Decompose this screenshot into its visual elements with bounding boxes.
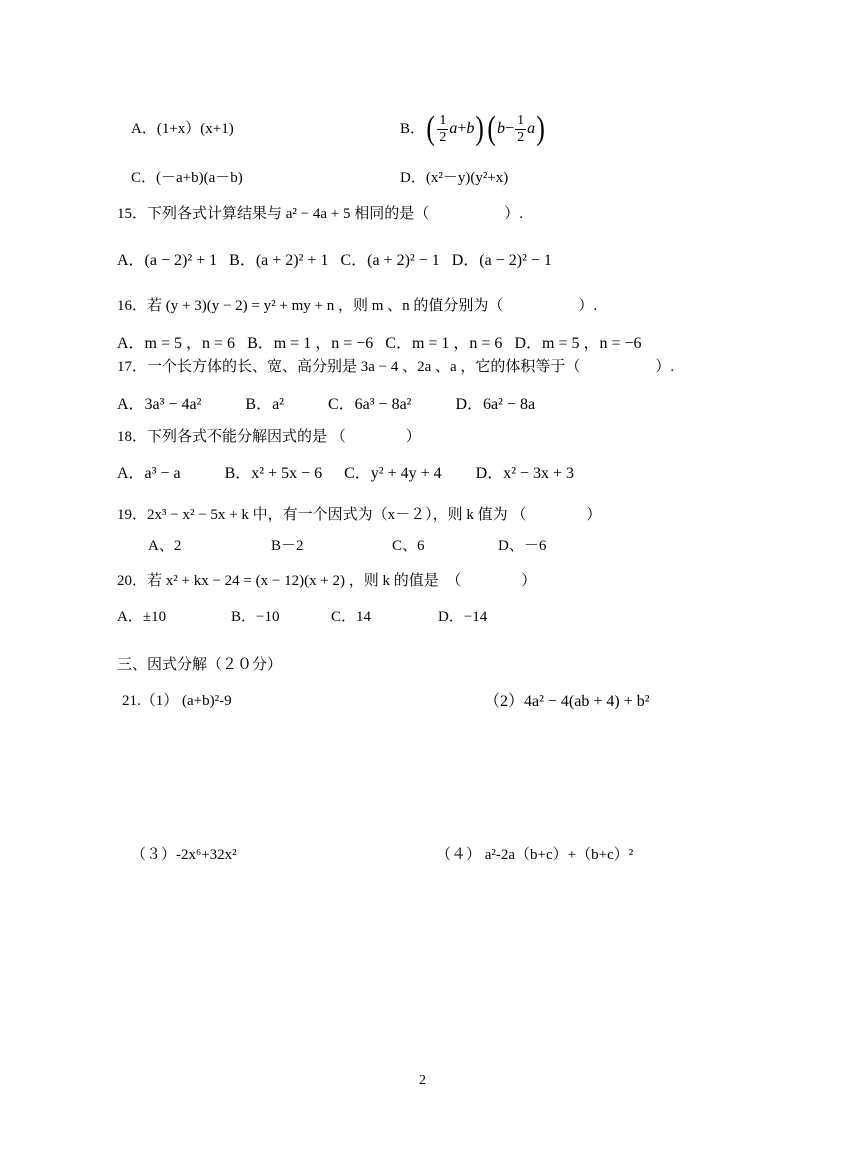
q15-option-b: B．(a + 2)² + 1 [229,252,329,269]
section-3-title: 三、因式分解（２０分） [117,657,283,673]
q18-option-b: B．x² + 5x − 6 [224,465,323,482]
fraction-denominator: 2 [439,129,447,145]
q14-option-c: C．(－a+b)(a－b) [131,170,243,186]
fraction-half [437,113,448,146]
q16-option-d: D．m = 5 ，n = −6 [514,335,642,352]
q16-option-b: B．m = 1 ，n = −6 [247,335,374,352]
var-a: a [449,120,458,137]
q14-option-a: A．(1+x）(x+1) [131,121,234,137]
q18-option-c: C．y² + 4y + 4 [344,465,442,482]
left-paren-2: ( [487,110,496,147]
fraction-numerator: 1 [439,112,447,128]
q16-option-a: A．m = 5 ，n = 6 [117,335,236,352]
q20-option-a: A．±10 [117,609,167,625]
q19-stem: 19．2x³ − x² − 5x + k 中，有一个因式为（x－２），则 k 值为 （ ） [117,507,602,523]
q14-option-d: D．(x²－y)(y²+x) [400,170,509,186]
q16-option-c: C．m = 1 ，n = 6 [385,335,503,352]
right-paren-2: ) [536,110,545,147]
q17-stem: 17．一个长方体的长、宽、高分别是 3a − 4 、2a 、a ，它的体积等于（ ）. [117,359,675,375]
fraction-half-2 [515,113,526,146]
q19-option-d: D、－6 [498,538,547,554]
right-paren: ) [475,110,485,147]
q17-option-a: A．3a³ − 4a² [117,396,202,413]
q19-option-b: B－2 [271,538,304,554]
fraction-denominator-2: 2 [517,129,525,145]
q14-option-b-label: B． [400,120,426,137]
q20-option-b: B．−10 [231,609,280,625]
minus-sign: − [505,120,515,137]
q14-option-b [400,105,546,153]
q21-part-4: （４） a²-2a（b+c）+（b+c）² [436,847,634,863]
q17-options [117,395,535,415]
q15-option-d: D．(a − 2)² − 1 [451,252,552,269]
q18-option-d: D．x² − 3x + 3 [475,465,575,482]
q21-part-2: （2）4a² − 4(ab + 4) + b² [484,693,650,710]
q15-option-c: C．(a + 2)² − 1 [340,252,440,269]
q17-option-b: B．a² [245,396,284,413]
q20-option-c: C．14 [331,609,372,625]
q15-option-a: A．(a − 2)² + 1 [117,252,218,269]
plus-sign: + [457,120,467,137]
q17-option-d: D．6a² − 8a [455,396,536,413]
var-b: b [466,120,475,137]
q18-stem: 18．下列各式不能分解因式的是 （ ） [117,429,421,445]
q18-options [117,464,574,484]
left-paren: ( [426,110,435,147]
q21-part-1: 21.（1） (a+b)²-9 [122,693,232,709]
var-b-2: b [497,120,506,137]
page-number: 2 [419,1073,426,1088]
q20-option-d: D．−14 [438,609,488,625]
q18-option-a: A．a³ − a [117,465,181,482]
q19-option-c: C、6 [392,538,425,554]
q19-option-a: A、2 [148,538,182,554]
q17-option-c: C．6a³ − 8a² [327,396,412,413]
q15-stem: 15．下列各式计算结果与 a² − 4a + 5 相同的是（ ）. [117,206,523,222]
q20-stem: 20．若 x² + kx − 24 = (x − 12)(x + 2) ，则 k 的值是 （ ） [117,573,537,589]
q16-options [117,334,642,354]
fraction-numerator-2: 1 [517,112,525,128]
q21-part-3: （３）-2x⁶+32x² [131,847,237,863]
var-a-2: a [527,120,536,137]
q16-stem: 16．若 (y + 3)(y − 2) = y² + my + n ，则 m 、n 的值分别为（ ）. [117,298,598,314]
q15-options [117,251,552,271]
